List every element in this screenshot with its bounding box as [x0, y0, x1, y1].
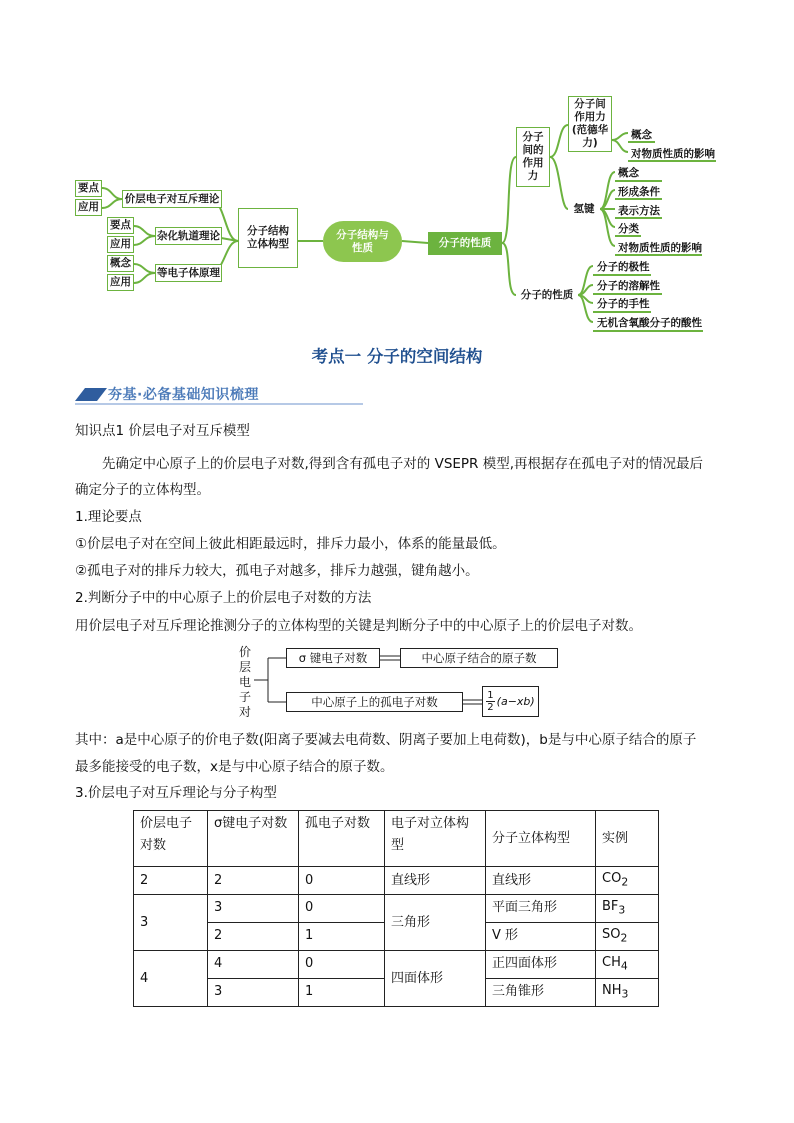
- knowledge-point-title: 知识点1 价层电子对互斥模型: [75, 423, 250, 439]
- mindmap-left-main-node: 分子结构立体构型: [238, 208, 298, 268]
- table-cell: 0: [299, 867, 385, 895]
- mindmap-right-main-node: 分子的性质: [428, 232, 502, 255]
- mindmap-node-hybrid: 杂化轨道理论: [155, 227, 222, 245]
- table-cell: $BF_3$: [596, 895, 659, 923]
- banner-title: 夯基·必备基础知识梳理: [108, 387, 259, 403]
- table-cell: 4: [208, 951, 299, 979]
- table-header: 实例: [596, 811, 659, 867]
- mindmap-leaf-vsepr-points: 要点: [75, 180, 102, 197]
- section-3-title: 3.价层电子对互斥理论与分子构型: [75, 785, 277, 801]
- table-cell: 直线形: [385, 867, 486, 895]
- table-row: [134, 867, 659, 895]
- table-cell: 三角形: [385, 895, 486, 951]
- table-cell: 直线形: [486, 867, 596, 895]
- mindmap-node-properties: 分子的性质: [516, 286, 578, 304]
- table-cell: 三角锥形: [486, 979, 596, 1007]
- mindmap-leaf-hbond-formation: 形成条件: [618, 186, 660, 198]
- table-header: 价层电子对数: [134, 811, 208, 867]
- table-cell: 1: [299, 979, 385, 1007]
- table-cell: 3: [208, 979, 299, 1007]
- mindmap-leaf-vdw-effect: 对物质性质的影响: [631, 148, 715, 160]
- table-header: 孤电子对数: [299, 811, 385, 867]
- table-cell: 2: [134, 867, 208, 895]
- mindmap-leaf-iso-concept: 概念: [107, 255, 134, 272]
- formula-expression: (a−xb): [496, 695, 535, 708]
- intro-paragraph: [75, 451, 725, 503]
- table-cell: $NH_3$: [596, 979, 659, 1007]
- intro-line-1: 先确定中心原子上的价层电子对数,得到含有孤电子对的 VSEPR 模型,再根据存在孤电子对的情况最后: [102, 456, 704, 472]
- section-title: 考点一 分子的空间结构: [311, 347, 483, 366]
- table-cell: 3: [134, 895, 208, 951]
- mindmap-leaf-oxyacid: 无机含氧酸分子的酸性: [597, 317, 702, 329]
- section-1-point-1: ①价层电子对在空间上彼此相距最远时，排斥力最小，体系的能量最低。: [75, 536, 506, 552]
- table-cell: 四面体形: [385, 951, 486, 1007]
- mindmap-leaf-polarity: 分子的极性: [597, 261, 650, 273]
- mindmap-leaf-vsepr-usage: 应用: [75, 199, 102, 216]
- mindmap-leaf-iso-usage: 应用: [107, 274, 134, 291]
- table-cell: $SO_2$: [596, 923, 659, 951]
- diagram-sigma-box: σ 键电子对数: [286, 648, 380, 668]
- table-cell: 平面三角形: [486, 895, 596, 923]
- table-cell: $CO_2$: [596, 867, 659, 895]
- formula-numerator: 1: [487, 690, 494, 701]
- mindmap-leaf-hbond-effect: 对物质性质的影响: [618, 242, 702, 254]
- table-row: [134, 895, 659, 923]
- table-cell: 正四面体形: [486, 951, 596, 979]
- mindmap-leaf-chirality: 分子的手性: [597, 298, 650, 310]
- table-cell: $CH_4$: [596, 951, 659, 979]
- mindmap-leaf-hbond-class: 分类: [618, 223, 639, 235]
- table-header-row: [134, 811, 659, 867]
- mindmap-node-intermolecular: 分子间的作用力: [516, 127, 550, 187]
- table-header: σ键电子对数: [208, 811, 299, 867]
- mindmap-leaf-hybrid-points: 要点: [107, 217, 134, 234]
- note-line-2: 最多能接受的电子数，x是与中心原子结合的原子数。: [75, 759, 394, 775]
- table-cell: 2: [208, 923, 299, 951]
- table-cell: 0: [299, 951, 385, 979]
- section-1-title: 1.理论要点: [75, 509, 142, 525]
- table-header: 电子对立体构型: [385, 811, 486, 867]
- mindmap-leaf-hbond-concept: 概念: [618, 167, 639, 179]
- formula-denominator: 2: [487, 702, 494, 713]
- mindmap-center-node: 分子结构与性质: [323, 221, 402, 262]
- diagram-lone-pair-box: 中心原子上的孤电子对数: [286, 692, 463, 712]
- table-row: [134, 951, 659, 979]
- mindmap-node-isoelectronic: 等电子体原理: [155, 264, 222, 282]
- diagram-label-vertical: 价 层 电 子 对: [238, 645, 251, 719]
- note-paragraph: [75, 727, 725, 781]
- diagram-formula-box: [482, 686, 539, 717]
- mindmap-leaf-vdw-concept: 概念: [631, 129, 652, 141]
- diagram-sigma-equals-box: 中心原子结合的原子数: [400, 648, 558, 668]
- table-cell: V 形: [486, 923, 596, 951]
- section-2-title: 2.判断分子中的中心原子上的价层电子对数的方法: [75, 590, 372, 606]
- mindmap-node-vsepr: 价层电子对互斥理论: [122, 190, 222, 208]
- vsepr-table: [133, 810, 659, 1007]
- intro-line-2: 确定分子的立体构型。: [75, 482, 210, 498]
- table-cell: 0: [299, 895, 385, 923]
- section-1-point-2: ②孤电子对的排斥力较大，孤电子对越多，排斥力越强，键角越小。: [75, 563, 479, 579]
- table-cell: 4: [134, 951, 208, 1007]
- mindmap-node-hbond: 氢键: [568, 200, 600, 218]
- mindmap-node-vdw: 分子间作用力(范德华力): [568, 96, 612, 152]
- section-2-paragraph: 用价层电子对互斥理论推测分子的立体构型的关键是判断分子中的中心原子上的价层电子对数。: [75, 618, 642, 634]
- table-cell: 3: [208, 895, 299, 923]
- mindmap-leaf-hbond-notation: 表示方法: [618, 205, 660, 217]
- mindmap-leaf-solubility: 分子的溶解性: [597, 280, 660, 292]
- note-line-1: 其中：a是中心原子的价电子数(阳离子要减去电荷数、阴离子要加上电荷数)，b是与中心原子结合的原子: [75, 732, 697, 748]
- table-cell: 1: [299, 923, 385, 951]
- table-cell: 2: [208, 867, 299, 895]
- mindmap-leaf-hybrid-usage: 应用: [107, 236, 134, 253]
- table-header: 分子立体构型: [486, 811, 596, 867]
